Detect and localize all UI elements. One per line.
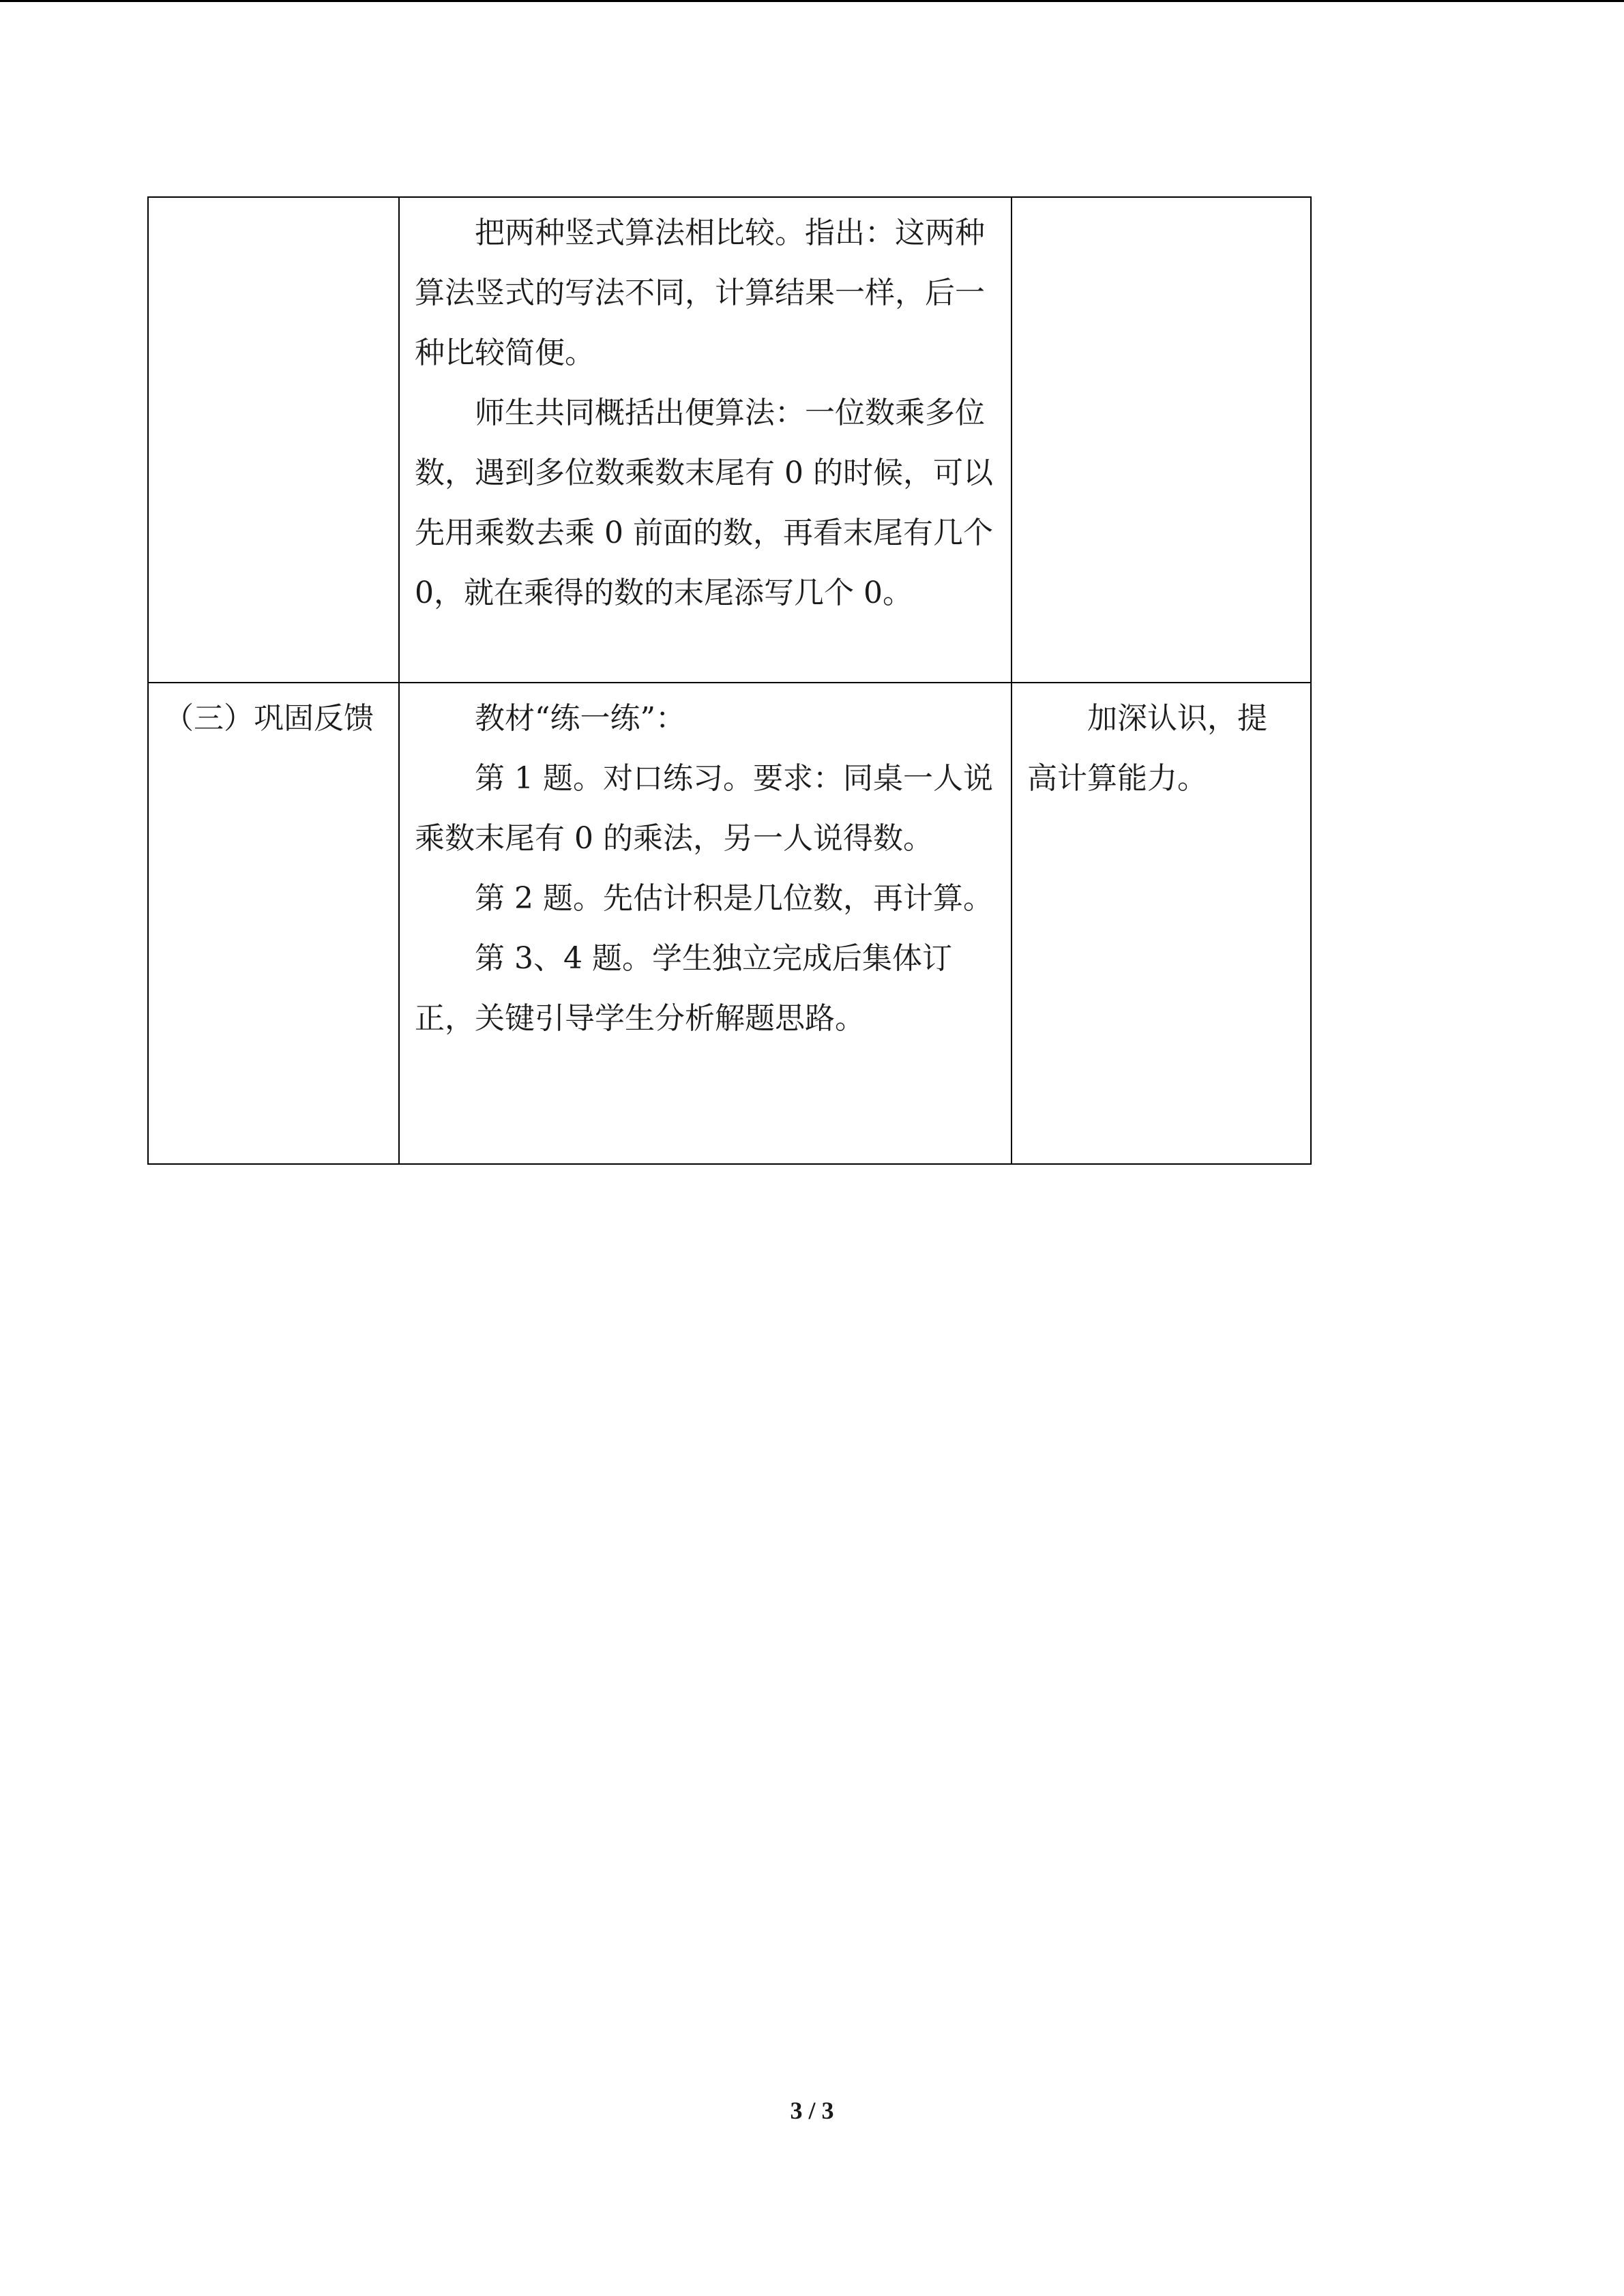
stage-text: （三）巩固反馈 (164, 701, 374, 736)
purpose-text: 加深认识，提高计算能力。 (1027, 701, 1267, 796)
content-cell (399, 683, 1012, 1164)
content-paragraph: 把两种竖式算法相比较。指出：这两种算法竖式的写法不同，计算结果一样，后一种比较简便。 (415, 215, 985, 370)
stage-cell (148, 683, 399, 1164)
purpose-cell (1012, 197, 1311, 683)
table-row (148, 683, 1311, 1164)
content-paragraph: 第 1 题。对口练习。要求：同桌一人说乘数末尾有 0 的乘法，另一人说得数。 (415, 761, 993, 856)
lesson-plan-table (147, 196, 1312, 1165)
content-paragraph: 第 3、4 题。学生独立完成后集体订正，关键引导学生分析解题思路。 (415, 941, 952, 1036)
purpose-cell (1012, 683, 1311, 1164)
content-paragraph: 教材“练一练”： (475, 701, 685, 736)
table-row (148, 197, 1311, 683)
content-paragraph: 师生共同概括出便算法：一位数乘多位数，遇到多位数乘数末尾有 0 的时候，可以先用乘数去乘 0 前面的数，再看末尾有几个 0，就在乘得的数的末尾添写几个 0。 (415, 396, 993, 610)
page-top-border (0, 0, 1624, 2)
content-paragraph: 第 2 题。先估计积是几位数，再计算。 (475, 881, 993, 916)
stage-cell (148, 197, 399, 683)
page-number: 3 / 3 (790, 2097, 834, 2124)
content-cell (399, 197, 1012, 683)
